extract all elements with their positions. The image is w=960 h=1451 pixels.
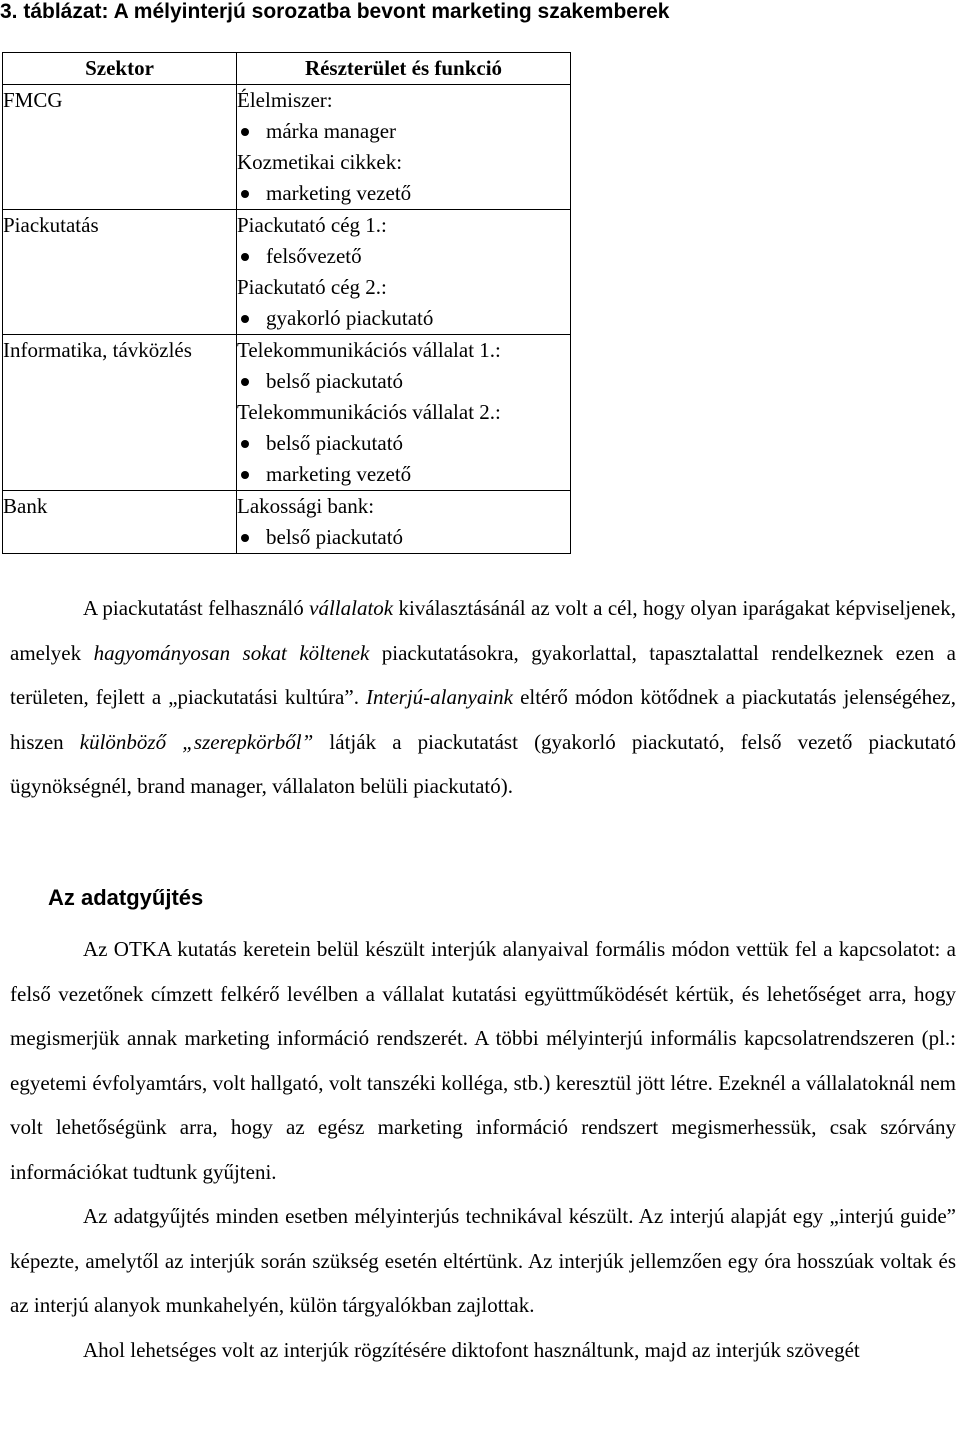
intro-text [10,586,956,809]
functions-cell [237,210,571,335]
sector-cell: Bank [3,491,237,554]
text-run: piackutatásokra, gyakorlattal, tapasztalattal rendelkeznek ezen a területen, fejlett a „piackutatási kultúra”. [10,640,956,709]
paragraph-method [10,1194,956,1328]
function-group-label: Kozmetikai cikkek: [237,150,403,174]
emphasis-text: hagyományosan sokat költenek [93,640,370,665]
text-run: látják a piackutatást (gyakorló piackutató, felső vezető piackutató ügynökségnél, brand manager, vállalaton belüli piackutató). [10,729,957,798]
sector-cell: FMCG [3,85,237,210]
paragraph-contact [10,927,956,1194]
emphasis-text: Interjú-alanyaink [366,685,513,709]
section-heading: Az adatgyűjtés [48,885,204,910]
function-group-label: Telekommunikációs vállalat 2.: [237,400,501,424]
sector-cell: Informatika, távközlés [3,335,237,491]
function-group-label: Telekommunikációs vállalat 1.: [237,338,501,362]
functions-cell [237,85,571,210]
header-functions: Részterület és funkció [237,53,571,85]
table-row [3,335,571,491]
paragraph-selection-criteria [10,586,956,809]
functions-cell [237,491,571,554]
function-group-label: Piackutató cég 1.: [237,213,387,237]
emphasis-text: vállalatok [309,596,394,620]
table-row [3,210,571,335]
table-row [3,85,571,210]
text-run: Ahol lehetséges volt az interjúk rögzítésére diktofont használtunk, majd az interjúk szövegét [83,1337,860,1362]
function-bullet-item: belső piackutató [237,428,570,459]
text-run: kiválasztásánál az volt a cél, hogy olyan iparágakat képviseljenek, amelyek [10,596,956,665]
header-sector: Szektor [3,53,237,85]
paragraph-recording [10,1328,956,1373]
function-bullet-item: marketing vezető [237,459,570,490]
function-group-label: Élelmiszer: [237,88,333,112]
function-bullet-item: belső piackutató [237,366,570,397]
sector-table [2,52,571,554]
function-bullet-item: gyakorló piackutató [237,303,570,334]
functions-cell [237,335,571,491]
table-row [3,491,571,554]
emphasis-text: különböző „szerepkörből” [79,729,314,754]
sector-cell: Piackutatás [3,210,237,335]
table-body [3,85,571,554]
text-run: Az OTKA kutatás keretein belül készült interjúk alanyaival formális módon vettük fel a kapcsolatot: a felső vezetőnek címzett felkérő levélben a vállalat kutatási együttműködését kértük, és lehetőséget arra, hogy megismerjük annak marketing információ rendszerét. A többi mélyinterjú informális kapcsolatrendszeren (pl.: egyetemi évfolyamtárs, volt hallgató, volt tanszéki kolléga, stb.) keresztül jött létre. Ezeknél a vállalatoknál nem volt lehetőségünk arra, hogy az egész marketing információ rendszert megismerhessük, csak szórvány információkat tudtunk gyűjteni. [10,937,956,1184]
function-group-label: Lakossági bank: [237,494,375,518]
text-run: A piackutatást felhasználó [83,596,310,620]
function-group-label: Piackutató cég 2.: [237,275,387,299]
section-text [10,927,956,1372]
table-caption: 3. táblázat: A mélyinterjú sorozatba bevont marketing szakemberek [0,0,670,23]
function-bullet-item: felsővezető [237,241,570,272]
function-bullet-item: marketing vezető [237,178,570,209]
text-run: eltérő módon kötődnek a piackutatás jelenségéhez, hiszen [10,685,957,754]
text-run: Az adatgyűjtés minden esetben mélyinterjús technikával készült. Az interjú alapját egy „interjú guide” képezte, amelytől az interjúk során szükség esetén eltértünk. Az interjúk jellemzően egy óra hosszúak voltak és az interjú alanyok munkahelyén, külön tárgyalókban zajlottak. [10,1204,956,1317]
table-header-row [3,53,571,85]
function-bullet-item: márka manager [237,116,570,147]
function-bullet-item: belső piackutató [237,522,570,553]
